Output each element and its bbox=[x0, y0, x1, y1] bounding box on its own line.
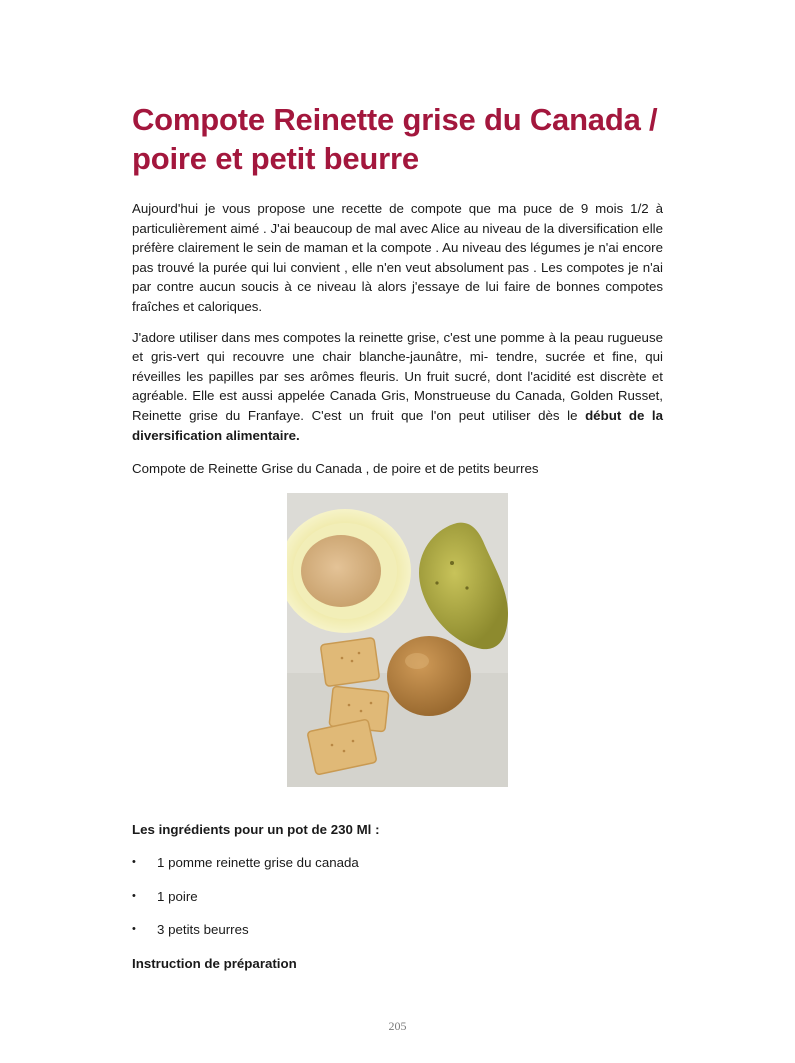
list-item bbox=[132, 920, 359, 954]
compote-photo-illustration bbox=[287, 493, 508, 787]
ingredients-heading: Les ingrédients pour un pot de 230 Ml : bbox=[132, 822, 380, 837]
page-title: Compote Reinette grise du Canada / poire et petit beurre bbox=[132, 102, 658, 176]
preparation-heading: Instruction de préparation bbox=[132, 956, 297, 971]
ingredient-pear: 1 poire bbox=[157, 888, 198, 904]
diversification-emphasis: début de la diversification alimentaire. bbox=[132, 407, 663, 443]
intro-paragraph: Aujourd'hui je vous propose une recette de compote que ma puce de 9 mois 1/2 à particulièrement aimé . J'ai beaucoup de mal avec Alice au niveau de la diversification elle préfère clairement le sein de maman et la compote . Au niveau des légumes je n'ai encore pas trouvé la purée qui lui convient , elle n'en veut absolument pas . Les compotes je n'ai par contre aucun soucis à ce niveau là alors j'essaye de lui faire de bonnes compotes fraîches et caloriques. bbox=[132, 201, 663, 314]
bullet-icon: • bbox=[132, 923, 136, 935]
reinette-paragraph-text: J'adore utiliser dans mes compotes la reinette grise, c'est une pomme à la peau rugueuse et gris-vert qui recouvre une chair blanche-jaunâtre, mi- tendre, sucrée et fine, qui réveilles les papilles par ses arômes fleuris. Un fruit sucré, dont l'acidité est discrète et agréable. Elle est aussi appelée Canada Gris, Monstrueuse du Canada, Golden Russet, Reinette grise du Franfaye. C'est un fruit que l'on peut utiliser dès le bbox=[132, 329, 663, 423]
page-number: 205 bbox=[388, 1019, 407, 1033]
ingredient-apple: 1 pomme reinette grise du canada bbox=[157, 855, 359, 870]
compote-photo bbox=[287, 493, 508, 787]
bullet-icon: • bbox=[132, 889, 136, 902]
ingredient-biscuits: 3 petits beurres bbox=[157, 922, 249, 937]
reinette-paragraph bbox=[132, 328, 663, 446]
photo-caption: Compote de Reinette Grise du Canada , de poire et de petits beurres bbox=[132, 461, 539, 477]
ingredients-list bbox=[132, 853, 359, 954]
list-item bbox=[132, 887, 359, 921]
bullet-icon: • bbox=[132, 856, 136, 868]
document-page bbox=[132, 100, 663, 971]
list-item bbox=[132, 853, 359, 887]
